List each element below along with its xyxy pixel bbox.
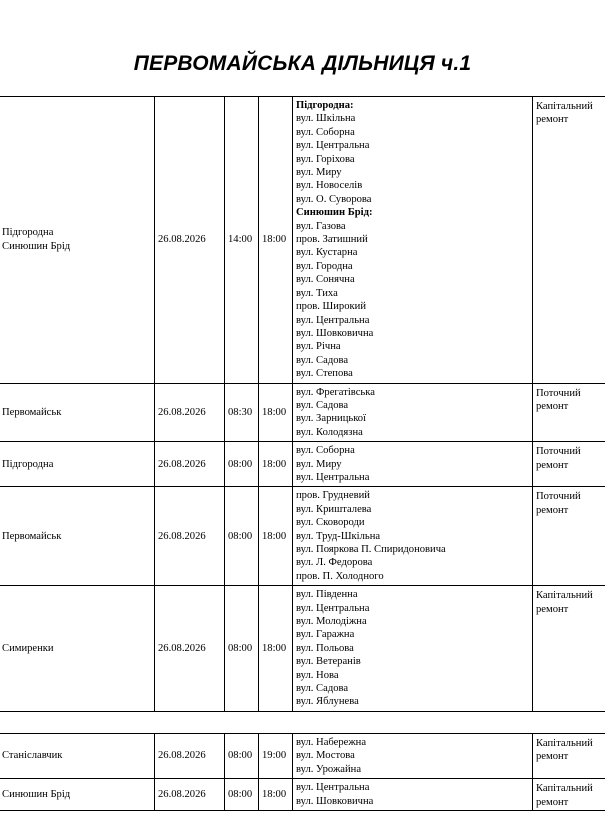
work-type-text: Поточний — [536, 446, 581, 458]
street-name: вул. Зарницької — [296, 413, 367, 425]
streets-cell — [293, 734, 533, 779]
date-cell: 26.08.2026 — [155, 97, 225, 384]
street-name: вул. Ветеранів — [296, 656, 361, 668]
work-type-text: Поточний — [536, 387, 581, 399]
locality-name: Підгородна — [2, 227, 54, 239]
street-name: вул. Фрегатівська — [296, 386, 375, 398]
work-type-cell — [533, 97, 605, 384]
street-name: вул. Кришталева — [296, 503, 372, 515]
street-name: вул. Центральна — [296, 782, 370, 794]
locality-cell — [0, 586, 155, 712]
work-type-text: Капітальний — [536, 783, 593, 795]
street-name: вул. Пояркова П. Спиридоновича — [296, 544, 446, 555]
street-name: вул. Тиха — [296, 287, 338, 299]
streets-cell — [293, 442, 533, 487]
street-name: вул. О. Суворова — [296, 193, 372, 205]
street-name: вул. Новоселів — [296, 180, 363, 192]
street-name: вул. Нова — [296, 669, 339, 681]
street-name: вул. Центральна — [296, 602, 370, 614]
street-name: вул. Гаражна — [296, 629, 355, 641]
table-row — [0, 734, 605, 779]
street-name: вул. Центральна — [296, 314, 370, 326]
table-row — [0, 97, 605, 384]
street-name: вул. Яблунева — [296, 696, 359, 708]
work-type-text: Капітальний — [536, 738, 593, 749]
street-name: пров. П. Холодного — [296, 570, 384, 582]
streets-cell — [293, 487, 533, 586]
street-name: вул. Центральна — [296, 471, 370, 483]
street-name: вул. Горіхова — [296, 153, 355, 165]
work-type-cell — [533, 383, 605, 442]
work-type-text: ремонт — [536, 796, 569, 808]
street-name: вул. Сонячна — [296, 274, 355, 286]
street-name: вул. Садова — [296, 399, 349, 411]
locality-cell — [0, 97, 155, 384]
street-name: вул. Городна — [296, 260, 353, 272]
start-time-cell: 08:30 — [225, 383, 259, 442]
streets-cell — [293, 97, 533, 384]
street-name: вул. Труд-Шкільна — [296, 530, 381, 542]
work-type-cell — [533, 487, 605, 586]
work-type-cell — [533, 779, 605, 811]
work-type-text: ремонт — [536, 114, 569, 126]
work-type-text: Капітальний — [536, 590, 593, 602]
outage-table-part-1 — [0, 96, 605, 712]
start-time-cell: 14:00 — [225, 97, 259, 384]
locality-heading: Синюшин Брід: — [296, 207, 373, 219]
start-time-cell: 08:00 — [225, 734, 259, 779]
table-row — [0, 779, 605, 811]
date-cell: 26.08.2026 — [155, 734, 225, 779]
street-name: пров. Затишний — [296, 234, 368, 246]
street-name: вул. Соборна — [296, 445, 355, 457]
start-time-cell: 08:00 — [225, 779, 259, 811]
end-time-cell: 18:00 — [259, 383, 293, 442]
work-type-text: Поточний — [536, 491, 581, 503]
end-time-cell: 18:00 — [259, 97, 293, 384]
street-name: вул. Мостова — [296, 750, 355, 762]
street-name: вул. Центральна — [296, 140, 370, 152]
locality-cell — [0, 442, 155, 487]
start-time-cell: 08:00 — [225, 442, 259, 487]
work-type-cell — [533, 734, 605, 779]
street-name: вул. Миру — [296, 458, 342, 470]
locality-name: Первомайськ — [2, 406, 62, 418]
page-title: ПЕРВОМАЙСЬКА ДІЛЬНИЦЯ ч.1 — [133, 52, 472, 75]
end-time-cell: 19:00 — [259, 734, 293, 779]
street-name: вул. Л. Федорова — [296, 557, 373, 569]
street-name: вул. Молодіжна — [296, 616, 367, 628]
street-name: вул. Польова — [296, 642, 354, 654]
street-name: вул. Миру — [296, 167, 342, 179]
work-type-text: ремонт — [536, 751, 569, 763]
street-name: пров. Грудневий — [296, 490, 370, 502]
streets-cell — [293, 779, 533, 811]
work-type-text: ремонт — [536, 400, 569, 412]
locality-name: Підгородна — [2, 458, 54, 470]
street-name: вул. Набережна — [296, 737, 367, 748]
street-name: пров. Широкий — [296, 301, 366, 313]
locality-cell — [0, 383, 155, 442]
work-type-text: ремонт — [536, 504, 569, 516]
street-name: вул. Колодязна — [296, 426, 363, 438]
streets-cell — [293, 383, 533, 442]
street-name: вул. Шовковична — [296, 327, 374, 339]
table-gap — [0, 721, 605, 733]
locality-cell — [0, 779, 155, 811]
street-name: вул. Шовковична — [296, 795, 374, 807]
street-name: вул. Річна — [296, 341, 341, 353]
street-name: вул. Урожайна — [296, 763, 362, 775]
date-cell: 26.08.2026 — [155, 487, 225, 586]
street-name: вул. Сковороди — [296, 517, 365, 529]
locality-cell — [0, 734, 155, 779]
locality-name: Синюшин Брід — [2, 788, 71, 800]
locality-name: Синюшин Брід — [2, 240, 71, 252]
locality-name: Симиренки — [2, 642, 54, 654]
locality-heading: Підгородна: — [296, 100, 354, 111]
date-cell: 26.08.2026 — [155, 383, 225, 442]
table-row — [0, 487, 605, 586]
locality-name: Станіславчик — [2, 750, 63, 762]
street-name: вул. Садова — [296, 683, 349, 695]
streets-cell — [293, 586, 533, 712]
date-cell: 26.08.2026 — [155, 586, 225, 712]
end-time-cell: 18:00 — [259, 487, 293, 586]
street-name: вул. Садова — [296, 354, 349, 366]
street-name: вул. Степова — [296, 368, 353, 380]
end-time-cell: 18:00 — [259, 586, 293, 712]
date-cell: 26.08.2026 — [155, 442, 225, 487]
work-type-text: ремонт — [536, 603, 569, 615]
date-cell: 26.08.2026 — [155, 779, 225, 811]
street-name: вул. Шкільна — [296, 113, 356, 125]
locality-name: Первомайськ — [2, 530, 62, 542]
work-type-text: Капітальний — [536, 101, 593, 112]
street-name: вул. Кустарна — [296, 247, 358, 259]
table-row — [0, 586, 605, 712]
street-name: вул. Газова — [296, 220, 346, 232]
work-type-cell — [533, 442, 605, 487]
work-type-text: ремонт — [536, 459, 569, 471]
work-type-cell — [533, 586, 605, 712]
end-time-cell: 18:00 — [259, 442, 293, 487]
locality-cell — [0, 487, 155, 586]
outage-table-part-2 — [0, 733, 605, 811]
start-time-cell: 08:00 — [225, 487, 259, 586]
table-row — [0, 442, 605, 487]
street-name: вул. Соборна — [296, 126, 355, 138]
start-time-cell: 08:00 — [225, 586, 259, 712]
end-time-cell: 18:00 — [259, 779, 293, 811]
street-name: вул. Південна — [296, 589, 358, 601]
table-row — [0, 383, 605, 442]
